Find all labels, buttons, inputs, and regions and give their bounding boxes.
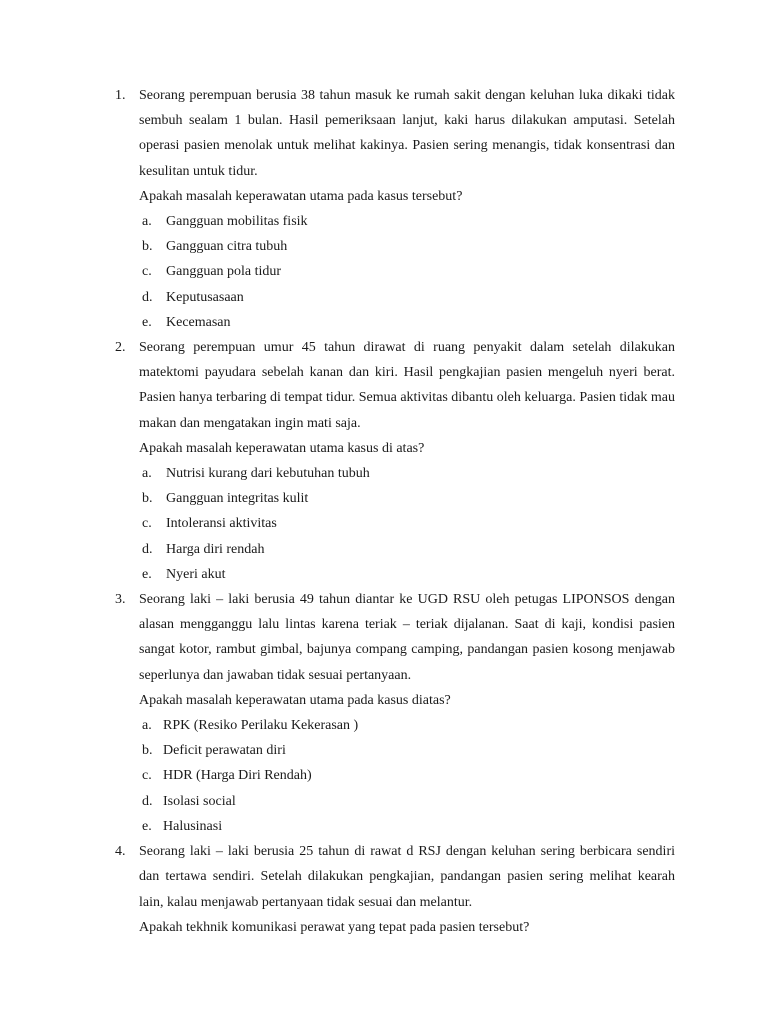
document-page [0, 83, 768, 940]
option-letter: e. [142, 314, 152, 330]
option-b [139, 234, 675, 259]
option-text: Gangguan citra tubuh [166, 239, 288, 255]
question-prompt: Apakah tekhnik komunikasi perawat yang tepat pada pasien tersebut? [139, 919, 530, 935]
option-letter: c. [142, 768, 152, 784]
question-number: 3. [115, 592, 126, 608]
question-number: 4. [115, 844, 126, 860]
option-text: Gangguan mobilitas fisik [166, 214, 308, 230]
option-text: Intoleransi aktivitas [166, 516, 277, 532]
option-text: Keputusasaan [166, 289, 244, 305]
option-letter: d. [142, 541, 153, 557]
option-text: Kecemasan [166, 314, 231, 330]
option-letter: b. [142, 239, 153, 255]
question-prompt: Apakah masalah keperawatan utama kasus di atas? [139, 440, 425, 456]
option-b [139, 738, 675, 763]
option-e [139, 814, 675, 839]
option-text: Harga diri rendah [166, 541, 265, 557]
option-text: Gangguan pola tidur [166, 264, 282, 280]
question-number: 2. [115, 340, 126, 356]
option-letter: a. [142, 718, 152, 734]
option-c [139, 511, 675, 536]
option-text: Halusinasi [163, 818, 223, 834]
option-letter: d. [142, 289, 153, 305]
option-letter: a. [142, 214, 152, 230]
option-text: Isolasi social [163, 793, 236, 809]
option-text: HDR (Harga Diri Rendah) [163, 768, 312, 784]
question-text: Seorang laki – laki berusia 49 tahun diantar ke UGD RSU oleh petugas LIPONSOS dengan alasan mengganggu lalu lintas karena teriak – teriak dijalanan. Saat di kaji, kondisi pasien sangat kotor, rambut gimbal, bajunya compang camping, pandangan pasien kosong menjawab seperlunya dan jawaban tidak sesuai pertanyaan. [139, 592, 675, 683]
option-d [139, 285, 675, 310]
option-c [139, 763, 675, 788]
question-number: 1. [115, 88, 126, 103]
option-letter: a. [142, 466, 152, 482]
option-text: Nutrisi kurang dari kebutuhan tubuh [166, 466, 370, 482]
question-text: Seorang perempuan berusia 38 tahun masuk ke rumah sakit dengan keluhan luka dikaki tidak sembuh sealam 1 bulan. Hasil pemeriksaan lanjut, kaki harus dilakukan amputasi. Setelah operasi pasien menolak untuk melihat kakinya. Pasien sering menangis, tidak konsentrasi dan kesulitan untuk tidur. [139, 88, 675, 179]
question-1 [115, 83, 675, 335]
option-text: RPK (Resiko Perilaku Kekerasan ) [163, 718, 359, 734]
options-list [139, 713, 675, 839]
question-3 [115, 587, 675, 839]
option-letter: c. [142, 516, 152, 532]
option-letter: b. [142, 743, 153, 759]
options-list [139, 209, 675, 335]
option-a [139, 209, 675, 234]
option-a [139, 713, 675, 738]
option-c [139, 259, 675, 284]
question-text: Seorang laki – laki berusia 25 tahun di rawat d RSJ dengan keluhan sering berbicara sendiri dan tertawa sendiri. Setelah dilakukan pengkajian, pandangan pasien sering melihat kearah lain, kalau menjawab pertanyaan tidak sesuai dan melantur. [139, 844, 675, 910]
option-text: Nyeri akut [166, 566, 226, 582]
option-d [139, 537, 675, 562]
option-letter: d. [142, 793, 153, 809]
option-letter: c. [142, 264, 152, 280]
option-e [139, 310, 675, 335]
option-b [139, 486, 675, 511]
question-2 [115, 335, 675, 587]
option-e [139, 562, 675, 587]
option-a [139, 461, 675, 486]
options-list [139, 461, 675, 587]
option-letter: e. [142, 566, 152, 582]
question-text: Seorang perempuan umur 45 tahun dirawat di ruang penyakit dalam setelah dilakukan matektomi payudara sebelah kanan dan kiri. Hasil pengkajian pasien mengeluh nyeri berat. Pasien hanya terbaring di tempat tidur. Semua aktivitas dibantu oleh keluarga. Pasien tidak mau makan dan mengatakan ingin mati saja. [139, 340, 675, 431]
option-d [139, 789, 675, 814]
question-prompt: Apakah masalah keperawatan utama pada kasus tersebut? [139, 188, 463, 204]
question-4 [115, 839, 675, 940]
option-text: Gangguan integritas kulit [166, 491, 309, 507]
option-letter: b. [142, 491, 153, 507]
question-prompt: Apakah masalah keperawatan utama pada kasus diatas? [139, 692, 451, 708]
option-text: Deficit perawatan diri [163, 743, 286, 759]
option-letter: e. [142, 818, 152, 834]
